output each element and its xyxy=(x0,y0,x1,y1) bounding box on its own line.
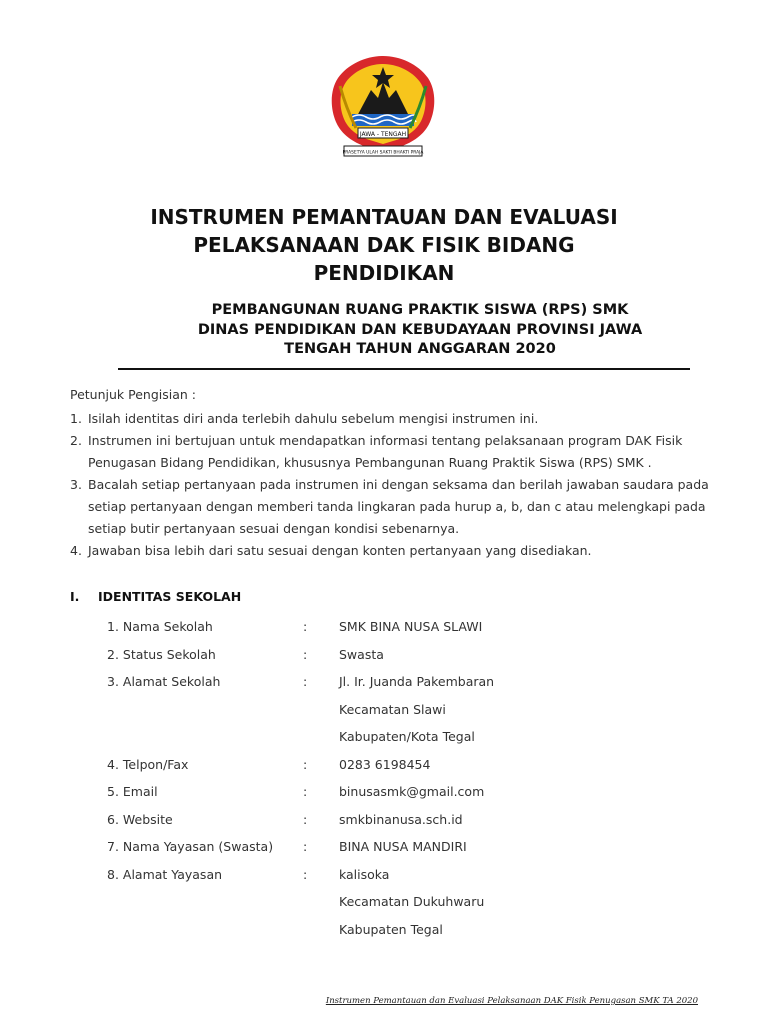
identity-colon xyxy=(303,700,339,728)
identity-value: Kabupaten/Kota Tegal xyxy=(339,729,475,744)
identity-label xyxy=(107,920,303,948)
instruction-item xyxy=(70,474,710,540)
subtitle-line: PEMBANGUNAN RUANG PRAKTIK SISWA (RPS) SMK xyxy=(211,302,629,318)
identity-row xyxy=(107,617,667,645)
identity-label: 4. Telpon/Fax xyxy=(107,756,189,772)
identity-label: 7. Nama Yayasan (Swasta) xyxy=(107,839,274,854)
identity-colon: : xyxy=(303,811,308,827)
identity-value: 0283 6198454 xyxy=(339,756,431,772)
identity-row xyxy=(107,755,667,783)
document-subtitle xyxy=(140,301,700,360)
instruction-number: 3. xyxy=(70,477,82,492)
jawa-tengah-logo xyxy=(326,52,440,164)
title-line: PENDIDIKAN xyxy=(313,261,455,285)
instruction-number: 4. xyxy=(70,543,82,558)
identity-row xyxy=(107,700,667,728)
identity-colon xyxy=(303,727,339,755)
identity-value: Swasta xyxy=(339,646,384,662)
logo-banner-text: JAWA - TENGAH xyxy=(359,131,407,138)
identity-row xyxy=(107,782,667,810)
section-number: I. xyxy=(70,589,80,604)
identity-value: binusasmk@gmail.com xyxy=(339,784,485,799)
identity-label xyxy=(107,727,303,755)
identity-label xyxy=(107,700,303,728)
identity-colon xyxy=(303,920,339,948)
title-line: INSTRUMEN PEMANTAUAN DAN EVALUASI xyxy=(150,205,618,229)
identity-colon: : xyxy=(303,646,308,662)
title-line: PELAKSANAAN DAK FISIK BIDANG xyxy=(193,233,575,257)
identity-value: Kabupaten Tegal xyxy=(339,921,443,937)
identity-value: SMK BINA NUSA SLAWI xyxy=(339,619,483,634)
identity-colon: : xyxy=(303,756,308,772)
identity-label: 6. Website xyxy=(107,811,173,827)
identity-value: Kecamatan Slawi xyxy=(339,701,446,717)
instruction-item xyxy=(70,540,710,562)
identity-row xyxy=(107,672,667,700)
section-title: IDENTITAS SEKOLAH xyxy=(98,589,242,604)
instructions-heading: Petunjuk Pengisian : xyxy=(70,387,197,402)
identity-label: 1. Nama Sekolah xyxy=(107,619,213,634)
instruction-number: 2. xyxy=(70,433,82,448)
identity-value: Jl. Ir. Juanda Pakembaran xyxy=(339,674,495,689)
subtitle-line: DINAS PENDIDIKAN DAN KEBUDAYAAN PROVINSI JAWA xyxy=(197,321,643,338)
instructions-list xyxy=(70,408,710,562)
instruction-item xyxy=(70,408,710,430)
instruction-text: Jawaban bisa lebih dari satu sesuai dengan konten pertanyaan yang disediakan. xyxy=(88,543,592,558)
identity-row xyxy=(107,865,667,893)
identity-colon: : xyxy=(303,839,308,854)
identity-label xyxy=(107,892,303,920)
identity-value: kalisoka xyxy=(339,866,390,882)
instruction-text: Isilah identitas diri anda terlebih dahulu sebelum mengisi instrumen ini. xyxy=(88,411,539,426)
page-footer: Instrumen Pemantauan dan Evaluasi Pelaksanaan DAK Fisik Penugasan SMK TA 2020 xyxy=(325,996,698,1006)
identity-value: smkbinanusa.sch.id xyxy=(339,811,463,827)
identity-label: 8. Alamat Yayasan xyxy=(107,866,223,882)
title-divider xyxy=(118,368,690,370)
identity-colon: : xyxy=(303,866,308,882)
identity-row xyxy=(107,920,667,948)
instruction-number: 1. xyxy=(70,411,82,426)
identity-value: BINA NUSA MANDIRI xyxy=(339,839,467,854)
identity-value: Kecamatan Dukuhwaru xyxy=(339,894,485,909)
identity-row xyxy=(107,837,667,865)
identity-row xyxy=(107,892,667,920)
identity-colon: : xyxy=(303,674,308,689)
identity-label: 3. Alamat Sekolah xyxy=(107,674,221,689)
identity-row xyxy=(107,810,667,838)
document-title xyxy=(110,203,658,287)
identity-label: 2. Status Sekolah xyxy=(107,646,216,662)
identity-colon: : xyxy=(303,784,308,799)
section-heading xyxy=(70,589,241,604)
instruction-text: Bacalah setiap pertanyaan pada instrumen ini dengan seksama dan berilah jawaban saudara pada setiap pertanyaan dengan memberi tanda lingkaran pada hurup a, b, dan c atau melengkapi pada setiap butir pertanyaan sesuai dengan kondisi sebenarnya. xyxy=(88,477,709,536)
identity-colon: : xyxy=(303,619,308,634)
instruction-item xyxy=(70,430,710,474)
identity-row xyxy=(107,645,667,673)
identity-row xyxy=(107,727,667,755)
identity-colon xyxy=(303,892,339,920)
identity-table xyxy=(107,617,667,947)
logo-motto-text: PRASETYA ULAH SAKTI BHAKTI PRAJA xyxy=(342,150,424,156)
instruction-text: Instrumen ini bertujuan untuk mendapatkan informasi tentang pelaksanaan program DAK Fisik Penugasan Bidang Pendidikan, khususnya Pembangunan Ruang Praktik Siswa (RPS) SMK . xyxy=(88,433,683,470)
subtitle-line: TENGAH TAHUN ANGGARAN 2020 xyxy=(284,341,556,357)
identity-label: 5. Email xyxy=(107,784,158,799)
